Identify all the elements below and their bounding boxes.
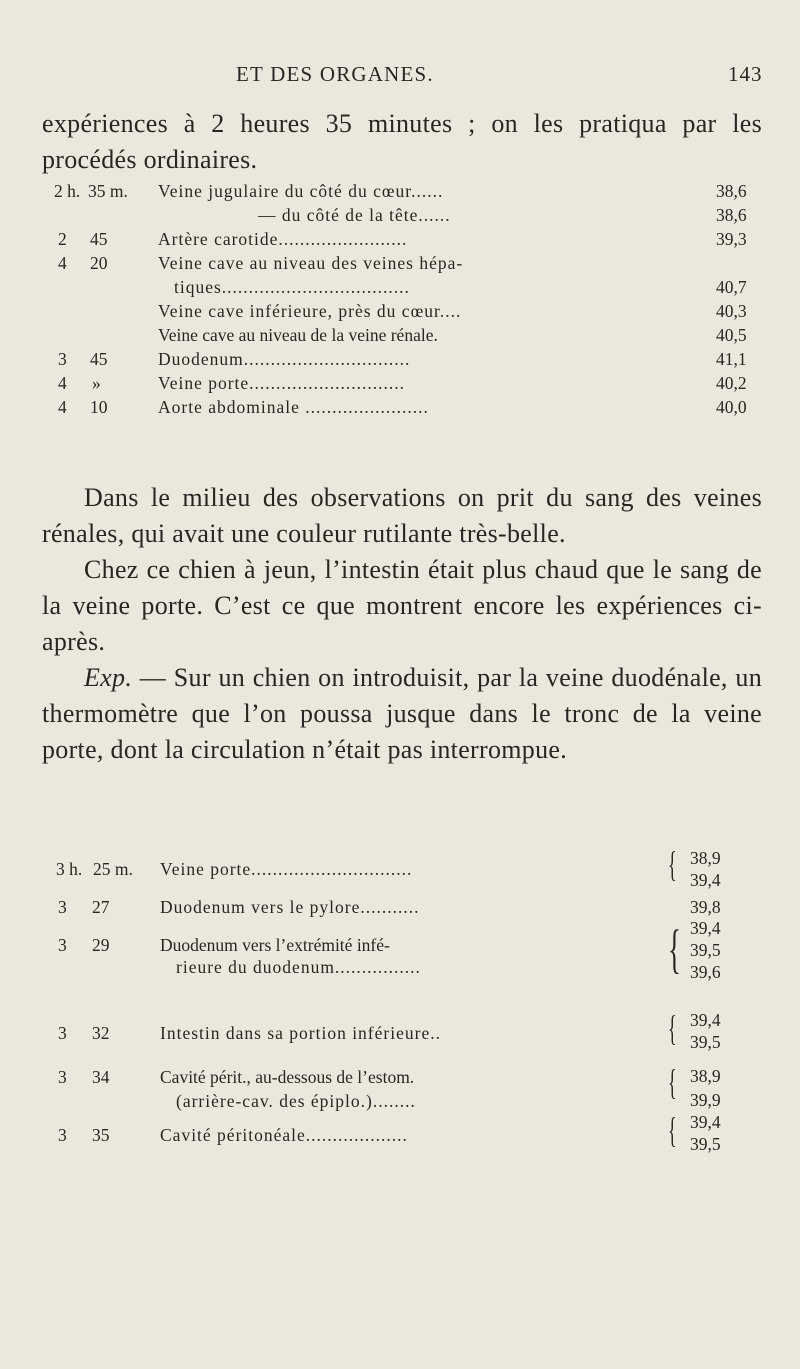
row-description: Cavité périt., au-dessous de l’estom. (160, 1067, 415, 1087)
row-time-h: 4 (58, 397, 67, 417)
row-value: 40,3 (716, 301, 747, 321)
row-value: 39,9 (690, 1090, 721, 1110)
row-value: 40,2 (716, 373, 747, 393)
brace: { (668, 1008, 677, 1048)
brace: { (668, 919, 681, 979)
row-value: 39,4 (690, 1010, 721, 1030)
row-time-m: 34 (92, 1067, 110, 1087)
row-value: 39,5 (690, 940, 721, 960)
row-time-m: 20 (90, 253, 108, 273)
row-value: 38,6 (716, 181, 747, 201)
row-time-m: 29 (92, 935, 110, 955)
page-number: 143 (728, 62, 763, 86)
paragraph: Dans le milieu des observations on prit du sang des veines rénales, qui avait une couleur rutilante très-belle. (42, 483, 762, 548)
row-value: 39,3 (716, 229, 747, 249)
row-description: (arrière-cav. des épiplo.)........ (176, 1091, 416, 1111)
row-value: 39,4 (690, 1112, 721, 1132)
intro-paragraph (42, 106, 762, 178)
row-description: Duodenum............................... (158, 349, 411, 369)
brace: { (668, 1110, 677, 1150)
row-time-m: 32 (92, 1023, 110, 1043)
experiment-label: Exp. (84, 663, 133, 692)
row-value: 40,0 (716, 397, 747, 417)
row-time-m: 27 (92, 897, 110, 917)
row-description: Duodenum vers l’extrémité infé- (160, 935, 390, 955)
row-time-h: 2 (58, 229, 67, 249)
row-value: 38,9 (690, 1066, 721, 1086)
row-value: 41,1 (716, 349, 747, 369)
row-description: Aorte abdominale ....................... (158, 397, 429, 417)
row-time-m: 45 (90, 349, 108, 369)
row-description: Artère carotide........................ (158, 229, 408, 249)
row-time-h: 3 (58, 349, 67, 369)
row-description: Intestin dans sa portion inférieure.. (160, 1023, 441, 1043)
row-value: 39,5 (690, 1134, 721, 1154)
row-value: 39,4 (690, 918, 721, 938)
row-value: 40,7 (716, 277, 747, 297)
body-text (42, 480, 762, 768)
row-time-m: 45 (90, 229, 108, 249)
row-description: rieure du duodenum................ (176, 957, 421, 977)
row-description: tiques................................... (174, 277, 410, 297)
row-value: 38,9 (690, 848, 721, 868)
brace: { (668, 844, 677, 884)
paragraph: Chez ce chien à jeun, l’intestin était plus chaud que le sang de la veine porte. C’est ce que montrent encore les expériences ci-après. (42, 555, 762, 656)
row-time-h: 3 (58, 897, 67, 917)
row-value: 39,5 (690, 1032, 721, 1052)
row-time-h: 3 (58, 1067, 67, 1087)
row-time-h: 3 (58, 935, 67, 955)
row-description: Duodenum vers le pylore........... (160, 897, 420, 917)
row-time-h: 4 (58, 253, 67, 273)
row-value: 40,5 (716, 325, 747, 345)
row-description: Veine porte............................. (158, 373, 406, 393)
row-value: 39,6 (690, 962, 721, 982)
row-time-m: 25 m. (93, 859, 133, 879)
row-time-h: 4 (58, 373, 67, 393)
row-time-m: 35 m. (88, 181, 128, 201)
row-time-m: 35 (92, 1125, 110, 1145)
row-time-h: 3 (58, 1125, 67, 1145)
row-description: Veine cave inférieure, près du cœur.... (158, 301, 462, 321)
row-description: Veine cave au niveau des veines hépa- (158, 253, 464, 273)
running-title: ET DES ORGANES. (236, 62, 434, 86)
row-description: Veine cave au niveau de la veine rénale. (158, 325, 438, 345)
row-value: 39,8 (690, 897, 721, 917)
row-description: Veine jugulaire du côté du cœur...... (158, 181, 444, 201)
row-time-h: 2 h. (54, 181, 81, 201)
row-description: Cavité péritonéale................... (160, 1125, 408, 1145)
row-description: Veine porte.............................. (160, 859, 413, 879)
row-time-h: 3 h. (56, 859, 83, 879)
running-header (0, 62, 800, 92)
paragraph-experiment (42, 660, 762, 768)
row-value: 39,4 (690, 870, 721, 890)
row-time-h: 3 (58, 1023, 67, 1043)
intro-text: expériences à 2 heures 35 minutes ; on les pratiqua par les procédés ordinaires. (42, 109, 762, 174)
brace: { (668, 1062, 677, 1102)
row-time-m: 10 (90, 397, 108, 417)
row-description: — du côté de la tête...... (258, 205, 451, 225)
row-value: 38,6 (716, 205, 747, 225)
row-time-m: » (92, 373, 101, 393)
experiment-text: — Sur un chien on introduisit, par la veine duodénale, un thermomètre que l’on poussa jusque dans le tronc de la veine porte, dont la circulation n’était pas interrompue. (42, 663, 762, 764)
